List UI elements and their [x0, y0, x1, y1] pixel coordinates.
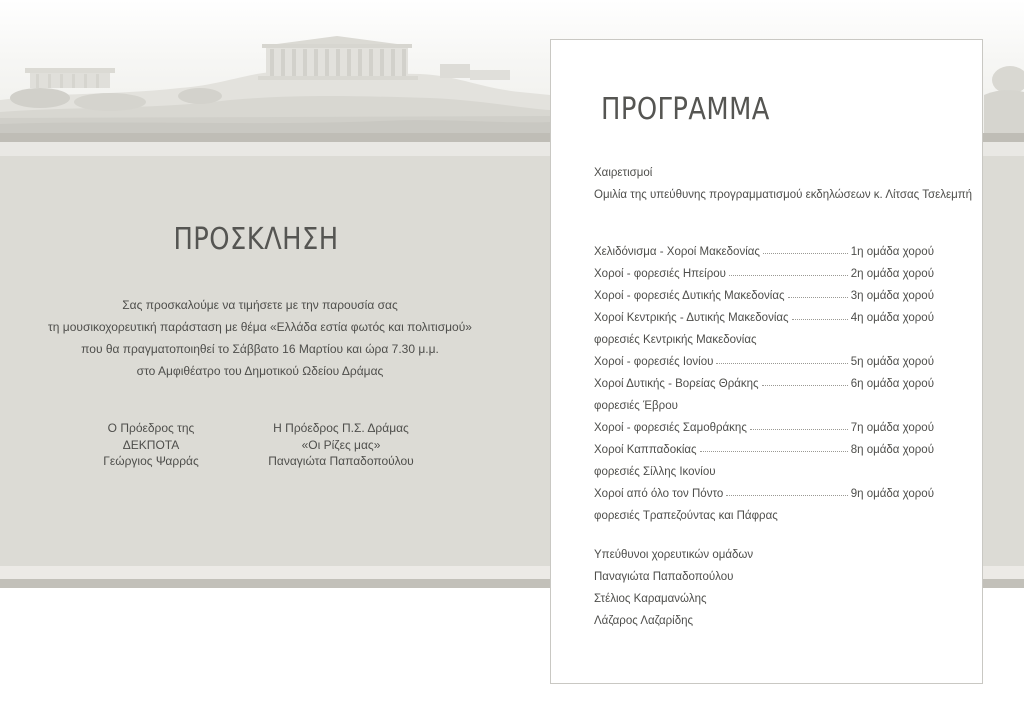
- item-group: 1η ομάδα χορού: [850, 246, 934, 258]
- signature-block-president-ps-dramas: [255, 420, 427, 470]
- signer-role: Η Πρόεδρος Π.Σ. Δράμας: [273, 421, 409, 435]
- item-text: Χοροί Κεντρικής - Δυτικής Μακεδονίας: [594, 312, 789, 324]
- item-group: 6η ομάδα χορού: [850, 378, 934, 390]
- program-item: [594, 280, 934, 302]
- invitation-line: που θα πραγματοποιηθεί το Σάββατο 16 Μαρτίου και ώρα 7.30 μ.μ.: [81, 342, 439, 356]
- program-item: [594, 456, 934, 478]
- item-group: 5η ομάδα χορού: [850, 356, 934, 368]
- item-group: 7η ομάδα χορού: [850, 422, 934, 434]
- dotted-leader: [726, 495, 848, 496]
- dotted-leader: [729, 275, 848, 276]
- invitation-line: Σας προσκαλούμε να τιμήσετε με την παρουσία σας: [122, 298, 398, 312]
- program-item: [594, 434, 934, 456]
- invitation-line: τη μουσικοχορευτική παράσταση με θέμα «Ελλάδα εστία φωτός και πολιτισμού»: [48, 320, 472, 334]
- dotted-leader: [762, 385, 848, 386]
- dotted-leader: [792, 319, 848, 320]
- item-text: Χοροί Καππαδοκίας: [594, 444, 697, 456]
- program-item: [594, 236, 934, 258]
- dotted-leader: [716, 363, 847, 364]
- program-title: ΠΡΟΓΡΑΜΜΑ: [601, 92, 770, 127]
- signer-org: «Οι Ρίζες μας»: [301, 437, 381, 452]
- item-text: φορεσιές Κεντρικής Μακεδονίας: [594, 334, 757, 346]
- dotted-leader: [788, 297, 848, 298]
- signer-name: Παναγιώτα Παπαδοπούλου: [268, 454, 414, 468]
- program-item: [594, 390, 934, 412]
- dotted-leader: [700, 451, 848, 452]
- program-item: [594, 412, 934, 434]
- program-item: [594, 368, 934, 390]
- program-item: [594, 478, 934, 500]
- item-group: 9η ομάδα χορού: [850, 488, 934, 500]
- invitation-title: ΠΡΟΣΚΛΗΣΗ: [173, 222, 339, 257]
- coordinator-name: Παναγιώτα Παπαδοπούλου: [594, 571, 734, 583]
- item-text: Χοροί - φορεσιές Σαμοθράκης: [594, 422, 747, 434]
- item-group: 8η ομάδα χορού: [850, 444, 934, 456]
- signer-name: Γεώργιος Ψαρράς: [103, 454, 199, 468]
- item-text: Χοροί - φορεσιές Ηπείρου: [594, 268, 726, 280]
- program-item: [594, 302, 934, 324]
- invitation-text: [0, 294, 520, 382]
- dotted-leader: [763, 253, 848, 254]
- program-item: [594, 346, 934, 368]
- program-panel: [550, 39, 983, 684]
- signature-block-president-dekpota: [68, 420, 234, 470]
- item-text: Χοροί από όλο τον Πόντο: [594, 488, 724, 500]
- coordinator-name: Στέλιος Καραμανώλης: [594, 593, 707, 605]
- dotted-leader: [750, 429, 848, 430]
- program-item: [594, 324, 934, 346]
- item-text: φορεσιές Τραπεζούντας και Πάφρας: [594, 510, 778, 522]
- item-text: Χοροί - φορεσιές Δυτικής Μακεδονίας: [594, 290, 785, 302]
- coordinators-section: [594, 544, 753, 632]
- item-text: Χοροί Δυτικής - Βορείας Θράκης: [594, 378, 759, 390]
- item-group: 2η ομάδα χορού: [850, 268, 934, 280]
- coordinator-name: Λάζαρος Λαζαρίδης: [594, 615, 694, 627]
- item-text: Χοροί - φορεσιές Ιονίου: [594, 356, 714, 368]
- item-group: 3η ομάδα χορού: [850, 290, 934, 302]
- program-item: [594, 258, 934, 280]
- program-item: [594, 500, 934, 522]
- item-group: 4η ομάδα χορού: [850, 312, 934, 324]
- item-text: φορεσιές Σίλλης Ικονίου: [594, 466, 716, 478]
- signer-role: Ο Πρόεδρος της: [107, 421, 195, 435]
- signer-org: ΔΕΚΠΟΤΑ: [122, 437, 180, 452]
- item-text: Χελιδόνισμα - Χοροί Μακεδονίας: [594, 246, 760, 258]
- item-text: φορεσιές Έβρου: [594, 400, 678, 412]
- program-greetings: Χαιρετισμοί: [594, 167, 653, 179]
- coordinators-title: Υπεύθυνοι χορευτικών ομάδων: [594, 549, 754, 561]
- program-items-list: [594, 236, 934, 522]
- invitation-line: στο Αμφιθέατρο του Δημοτικού Ωδείου Δράμας: [136, 364, 384, 378]
- program-speech: Ομιλία της υπεύθυνης προγραμματισμού εκδηλώσεων κ. Λίτσας Τσελεμπή: [594, 189, 973, 201]
